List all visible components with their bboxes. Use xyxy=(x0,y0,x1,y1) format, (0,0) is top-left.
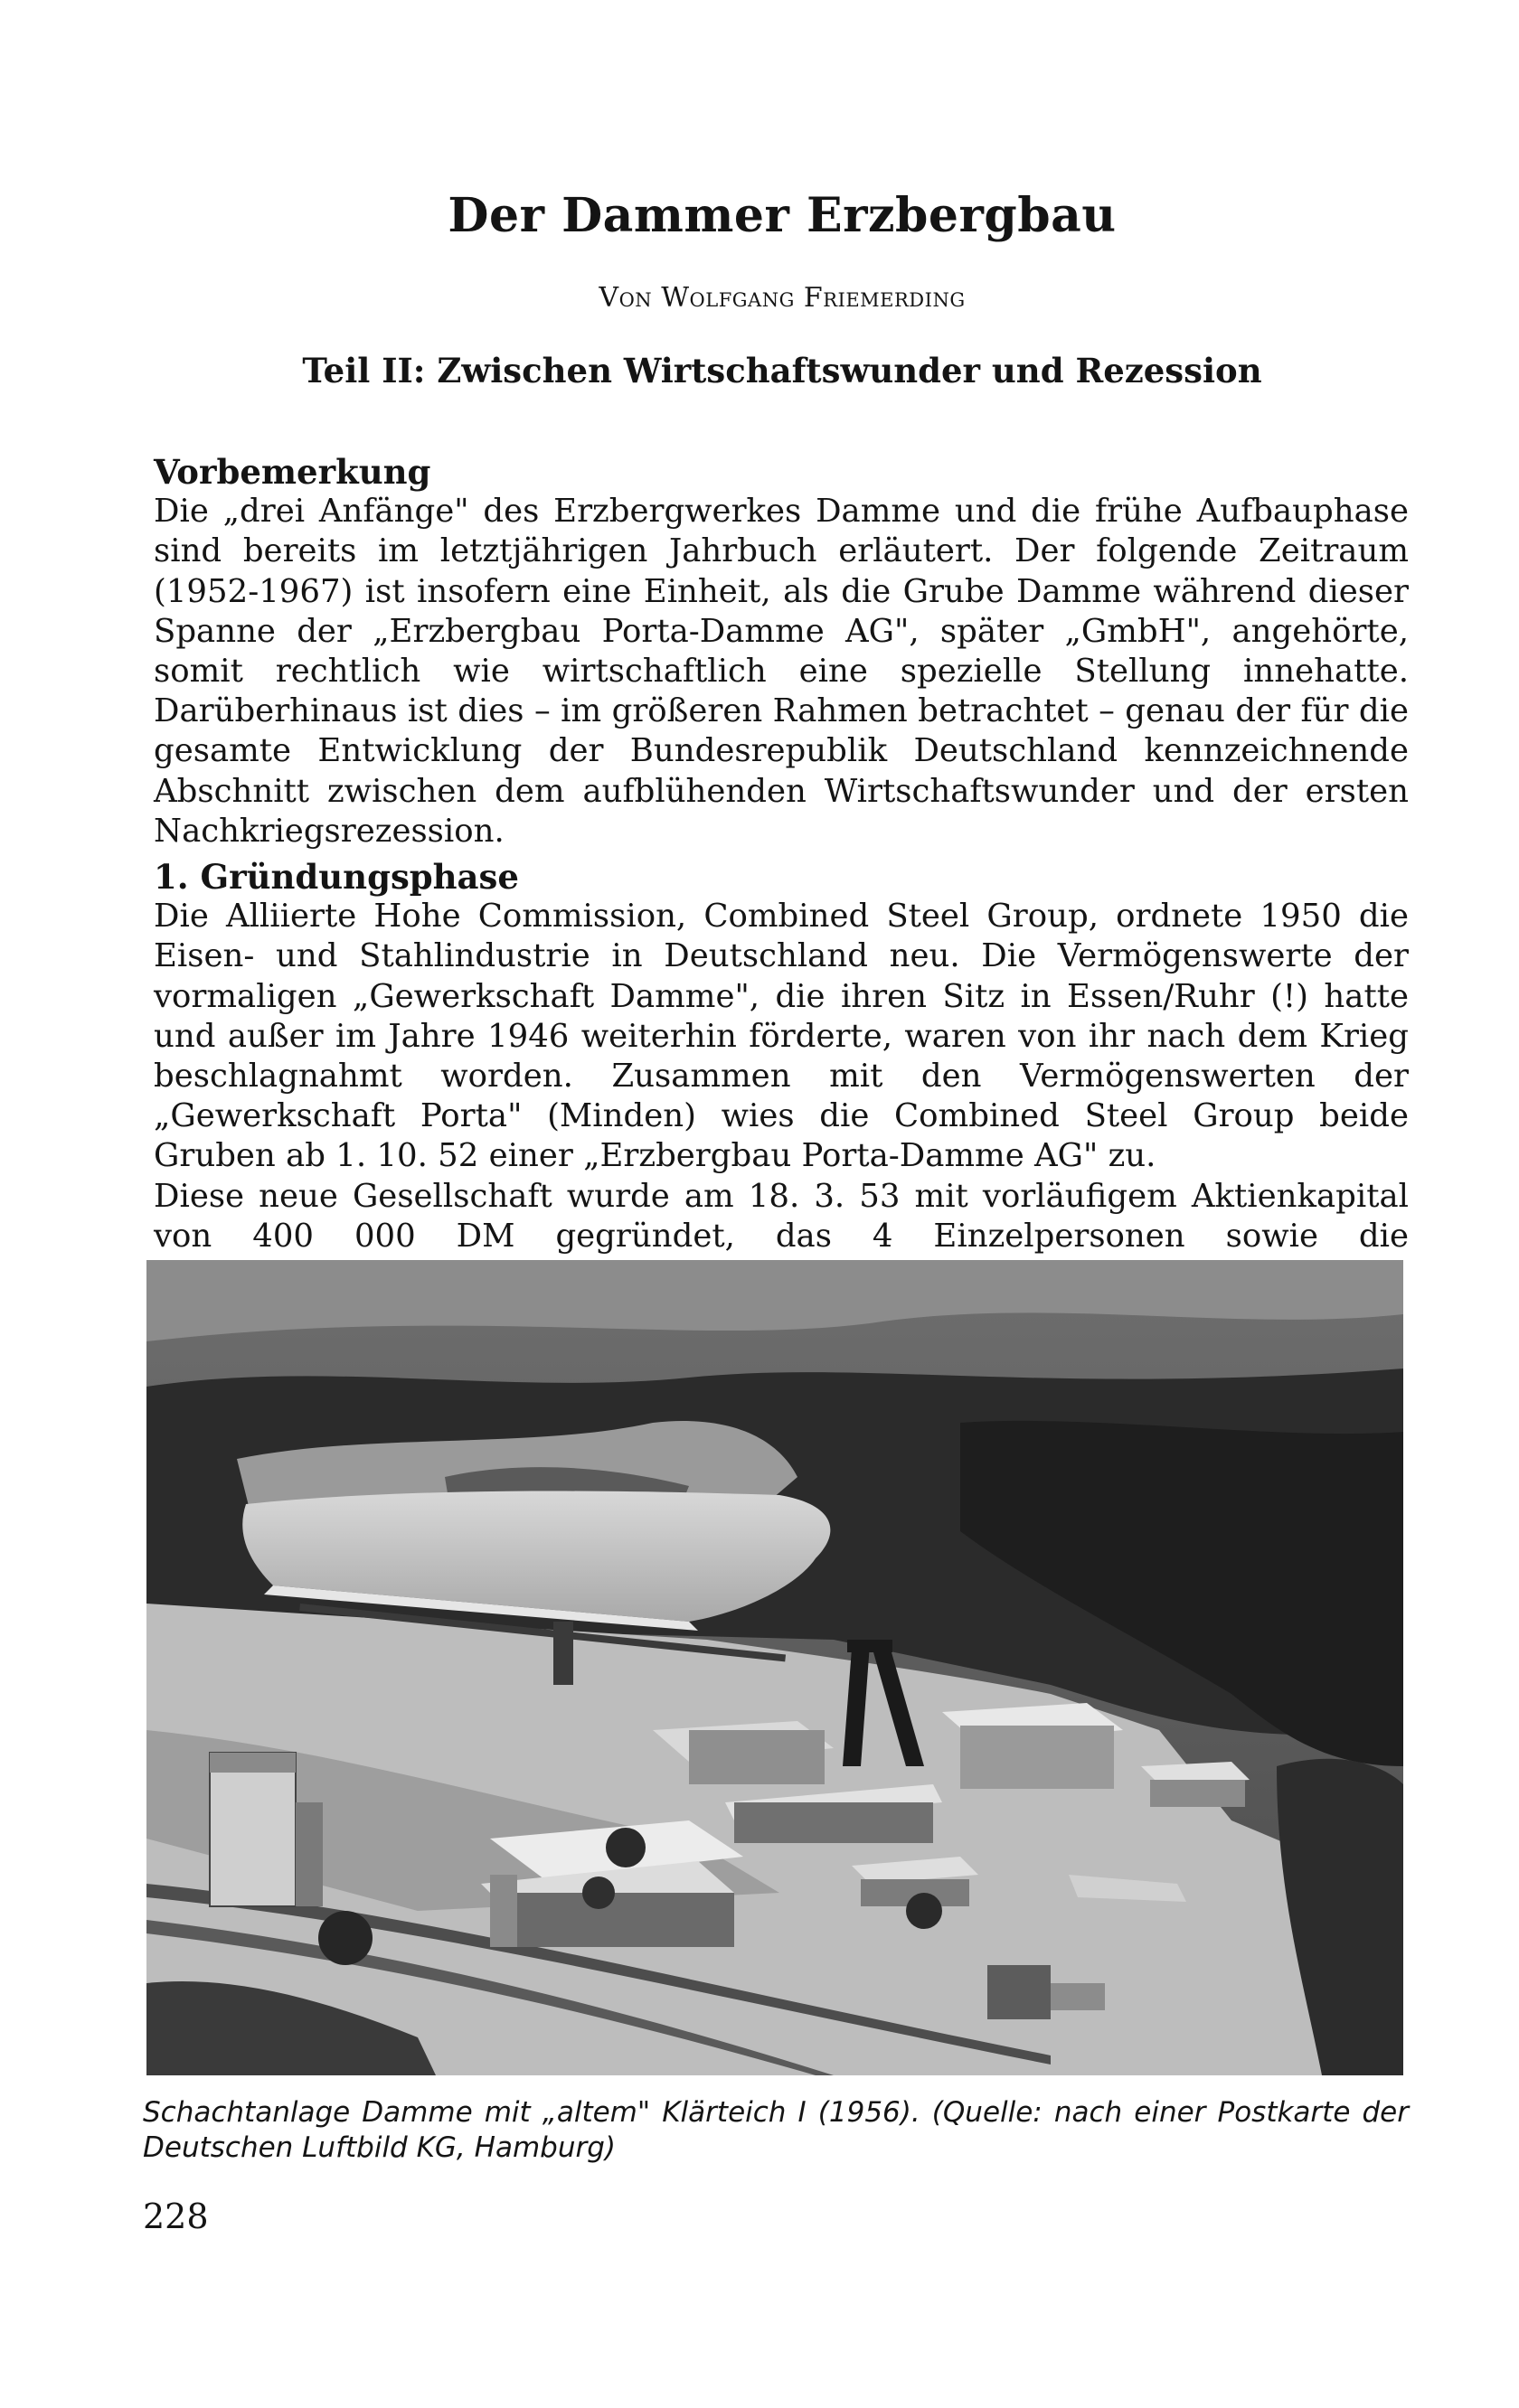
article-body xyxy=(154,452,1409,1296)
aerial-photo xyxy=(146,1260,1403,2075)
author-line xyxy=(0,282,1519,314)
figure-caption: Schachtanlage Damme mit „altem" Klärteich I (1956). (Quelle: nach einer Postkarte der Deutschen Luftbild KG, Hamburg) xyxy=(143,2096,1409,2164)
paragraph-gruendung-2: Diese neue Gesellschaft wurde am 18. 3. 53 mit vorläufigem Aktienkapital von 400 000 DM gegründet, das 4 Einzelpersonen sowie die xyxy=(154,1177,1409,1255)
paragraph-vorbemerkung: Die „drei Anfänge" des Erzbergwerkes Damme und die frühe Aufbauphase sind bereits im letztjährigen Jahrbuch erläutert. Der folgende Zeitraum (1952-1967) ist insofern eine Einheit, als die Grube Damme während dieser Spanne der „Erzbergbau Porta-Damme AG", später „GmbH", angehörte, somit rechtlich wie wirtschaftlich eine spezielle Stellung innehatte. Darüberhinaus ist dies – im größeren Rahmen betrachtet – genau der für die gesamte Entwicklung der Bundesrepublik Deutschland kennzeichnende Abschnitt zwischen dem aufblühenden Wirtschaftswunder und der ersten Nachkriegsrezession. xyxy=(154,493,1409,850)
author-name: Wolfgang Friemerding xyxy=(661,282,966,314)
article-title: Der Dammer Erzbergbau xyxy=(448,188,1117,243)
paragraph-gruendung-1: Die Alliierte Hohe Commission, Combined Steel Group, ordnete 1950 die Eisen- und Stahlindustrie in Deutschland neu. Die Vermögenswerte der vormaligen „Gewerkschaft Damme", die ihren Sitz in Essen/Ruhr (!) hatte und außer im Jahre 1946 weiterhin förderte, waren von ihr nach dem Krieg beschlagnahmt worden. Zusammen mit den Vermögenswerten der „Gewerkschaft Porta" (Minden) wies die Combined Steel Group beide Gruben ab 1. 10. 52 einer „Erzbergbau Porta-Damme AG" zu. xyxy=(154,898,1409,1175)
section-heading-gruendungsphase: 1. Gründungsphase xyxy=(154,857,519,898)
page-number: 228 xyxy=(143,2196,209,2236)
section-heading-vorbemerkung: Vorbemerkung xyxy=(154,452,431,492)
article-subtitle: Teil II: Zwischen Wirtschaftswunder und Rezession xyxy=(302,351,1262,390)
author-prefix: Von xyxy=(599,282,653,314)
aerial-photo-illustration xyxy=(146,1260,1403,2075)
